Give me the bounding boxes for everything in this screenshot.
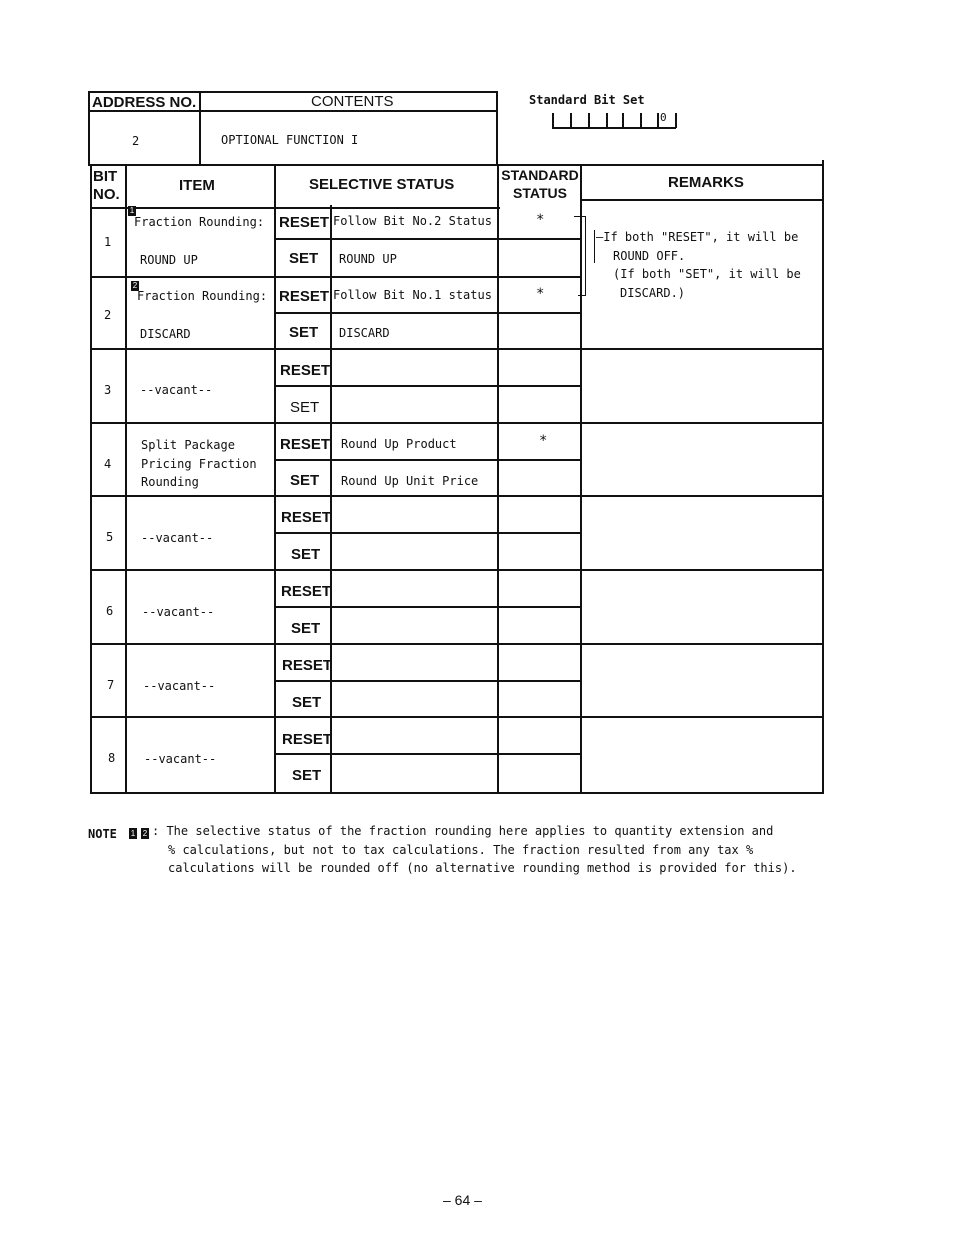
set-label: SET <box>289 324 319 341</box>
set-label: SET <box>290 472 320 489</box>
item-text: --vacant-- <box>141 531 214 545</box>
item-text: Rounding <box>141 475 199 489</box>
set-label: SET <box>289 250 319 267</box>
remarks-text: —If both "RESET", it will be <box>596 230 799 244</box>
page-number: – 64 – <box>443 1192 482 1208</box>
bit-number: 3 <box>104 383 112 397</box>
bit-no-header: BIT NO. <box>93 168 120 203</box>
remarks-header: REMARKS <box>668 174 744 191</box>
standard-mark: * <box>536 212 545 228</box>
item-text: DISCARD <box>140 327 191 341</box>
reset-label: RESET <box>282 657 333 674</box>
selective-status-header: SELECTIVE STATUS <box>309 176 455 193</box>
set-text: ROUND UP <box>339 252 397 266</box>
item-text: --vacant-- <box>143 679 216 693</box>
item-text: Fraction Rounding: <box>134 215 265 229</box>
remarks-text: DISCARD.) <box>620 286 686 300</box>
standard-bit-set-label: Standard Bit Set <box>529 93 645 107</box>
reset-text: Follow Bit No.1 status <box>333 288 492 302</box>
reset-label: RESET <box>280 362 331 379</box>
marker-badge: 1 <box>130 829 136 838</box>
standard-mark: * <box>536 286 545 302</box>
reset-text: Follow Bit No.2 Status <box>333 214 492 228</box>
bit-number: 5 <box>106 530 114 544</box>
reset-label: RESET <box>279 288 330 305</box>
reset-text: Round Up Product <box>341 437 457 451</box>
marker-badge: 1 <box>129 206 135 215</box>
item-text: --vacant-- <box>140 383 213 397</box>
set-label: SET <box>292 767 322 784</box>
bit-number: 4 <box>104 457 112 471</box>
item-text: Split Package <box>141 438 235 452</box>
bit-number: 7 <box>107 678 115 692</box>
note-text: : The selective status of the fraction rounding here applies to quantity extension and <box>152 824 774 838</box>
item-header: ITEM <box>179 177 215 194</box>
standard-status-header: STANDARD STATUS <box>501 167 579 201</box>
marker-badge: 2 <box>132 281 138 290</box>
bit-number: 1 <box>104 235 112 249</box>
remarks-text: (If both "SET", it will be <box>613 267 801 281</box>
item-text: Pricing Fraction <box>141 457 257 471</box>
standard-mark: * <box>539 433 548 449</box>
set-label: SET <box>291 620 321 637</box>
reset-label: RESET <box>282 731 333 748</box>
note-text: calculations will be rounded off (no alternative rounding method is provided for this). <box>168 861 797 875</box>
reset-label: RESET <box>280 436 331 453</box>
contents-value: OPTIONAL FUNCTION I <box>221 133 359 147</box>
address-value: 2 <box>132 134 140 148</box>
item-text: --vacant-- <box>144 752 217 766</box>
set-label: SET <box>291 546 321 563</box>
marker-badge: 2 <box>142 829 148 838</box>
bit-number: 2 <box>104 308 112 322</box>
remarks-text: ROUND OFF. <box>613 249 686 263</box>
note-text: % calculations, but not to tax calculations. The fraction resulted from any tax % <box>168 843 754 857</box>
reset-label: RESET <box>279 214 330 231</box>
item-text: Fraction Rounding: <box>137 289 268 303</box>
reset-label: RESET <box>281 509 332 526</box>
bit-number: 6 <box>106 604 114 618</box>
reset-label: RESET <box>281 583 332 600</box>
set-text: DISCARD <box>339 326 390 340</box>
item-text: ROUND UP <box>140 253 198 267</box>
contents-header: CONTENTS <box>311 93 394 110</box>
note-label: NOTE <box>88 827 117 841</box>
bit-value: 0 <box>660 111 667 124</box>
set-text: Round Up Unit Price <box>341 474 479 488</box>
set-label: SET <box>290 399 320 416</box>
set-label: SET <box>292 694 322 711</box>
address-no-header: ADDRESS NO. <box>92 94 197 111</box>
item-text: --vacant-- <box>142 605 215 619</box>
bit-number: 8 <box>108 751 116 765</box>
